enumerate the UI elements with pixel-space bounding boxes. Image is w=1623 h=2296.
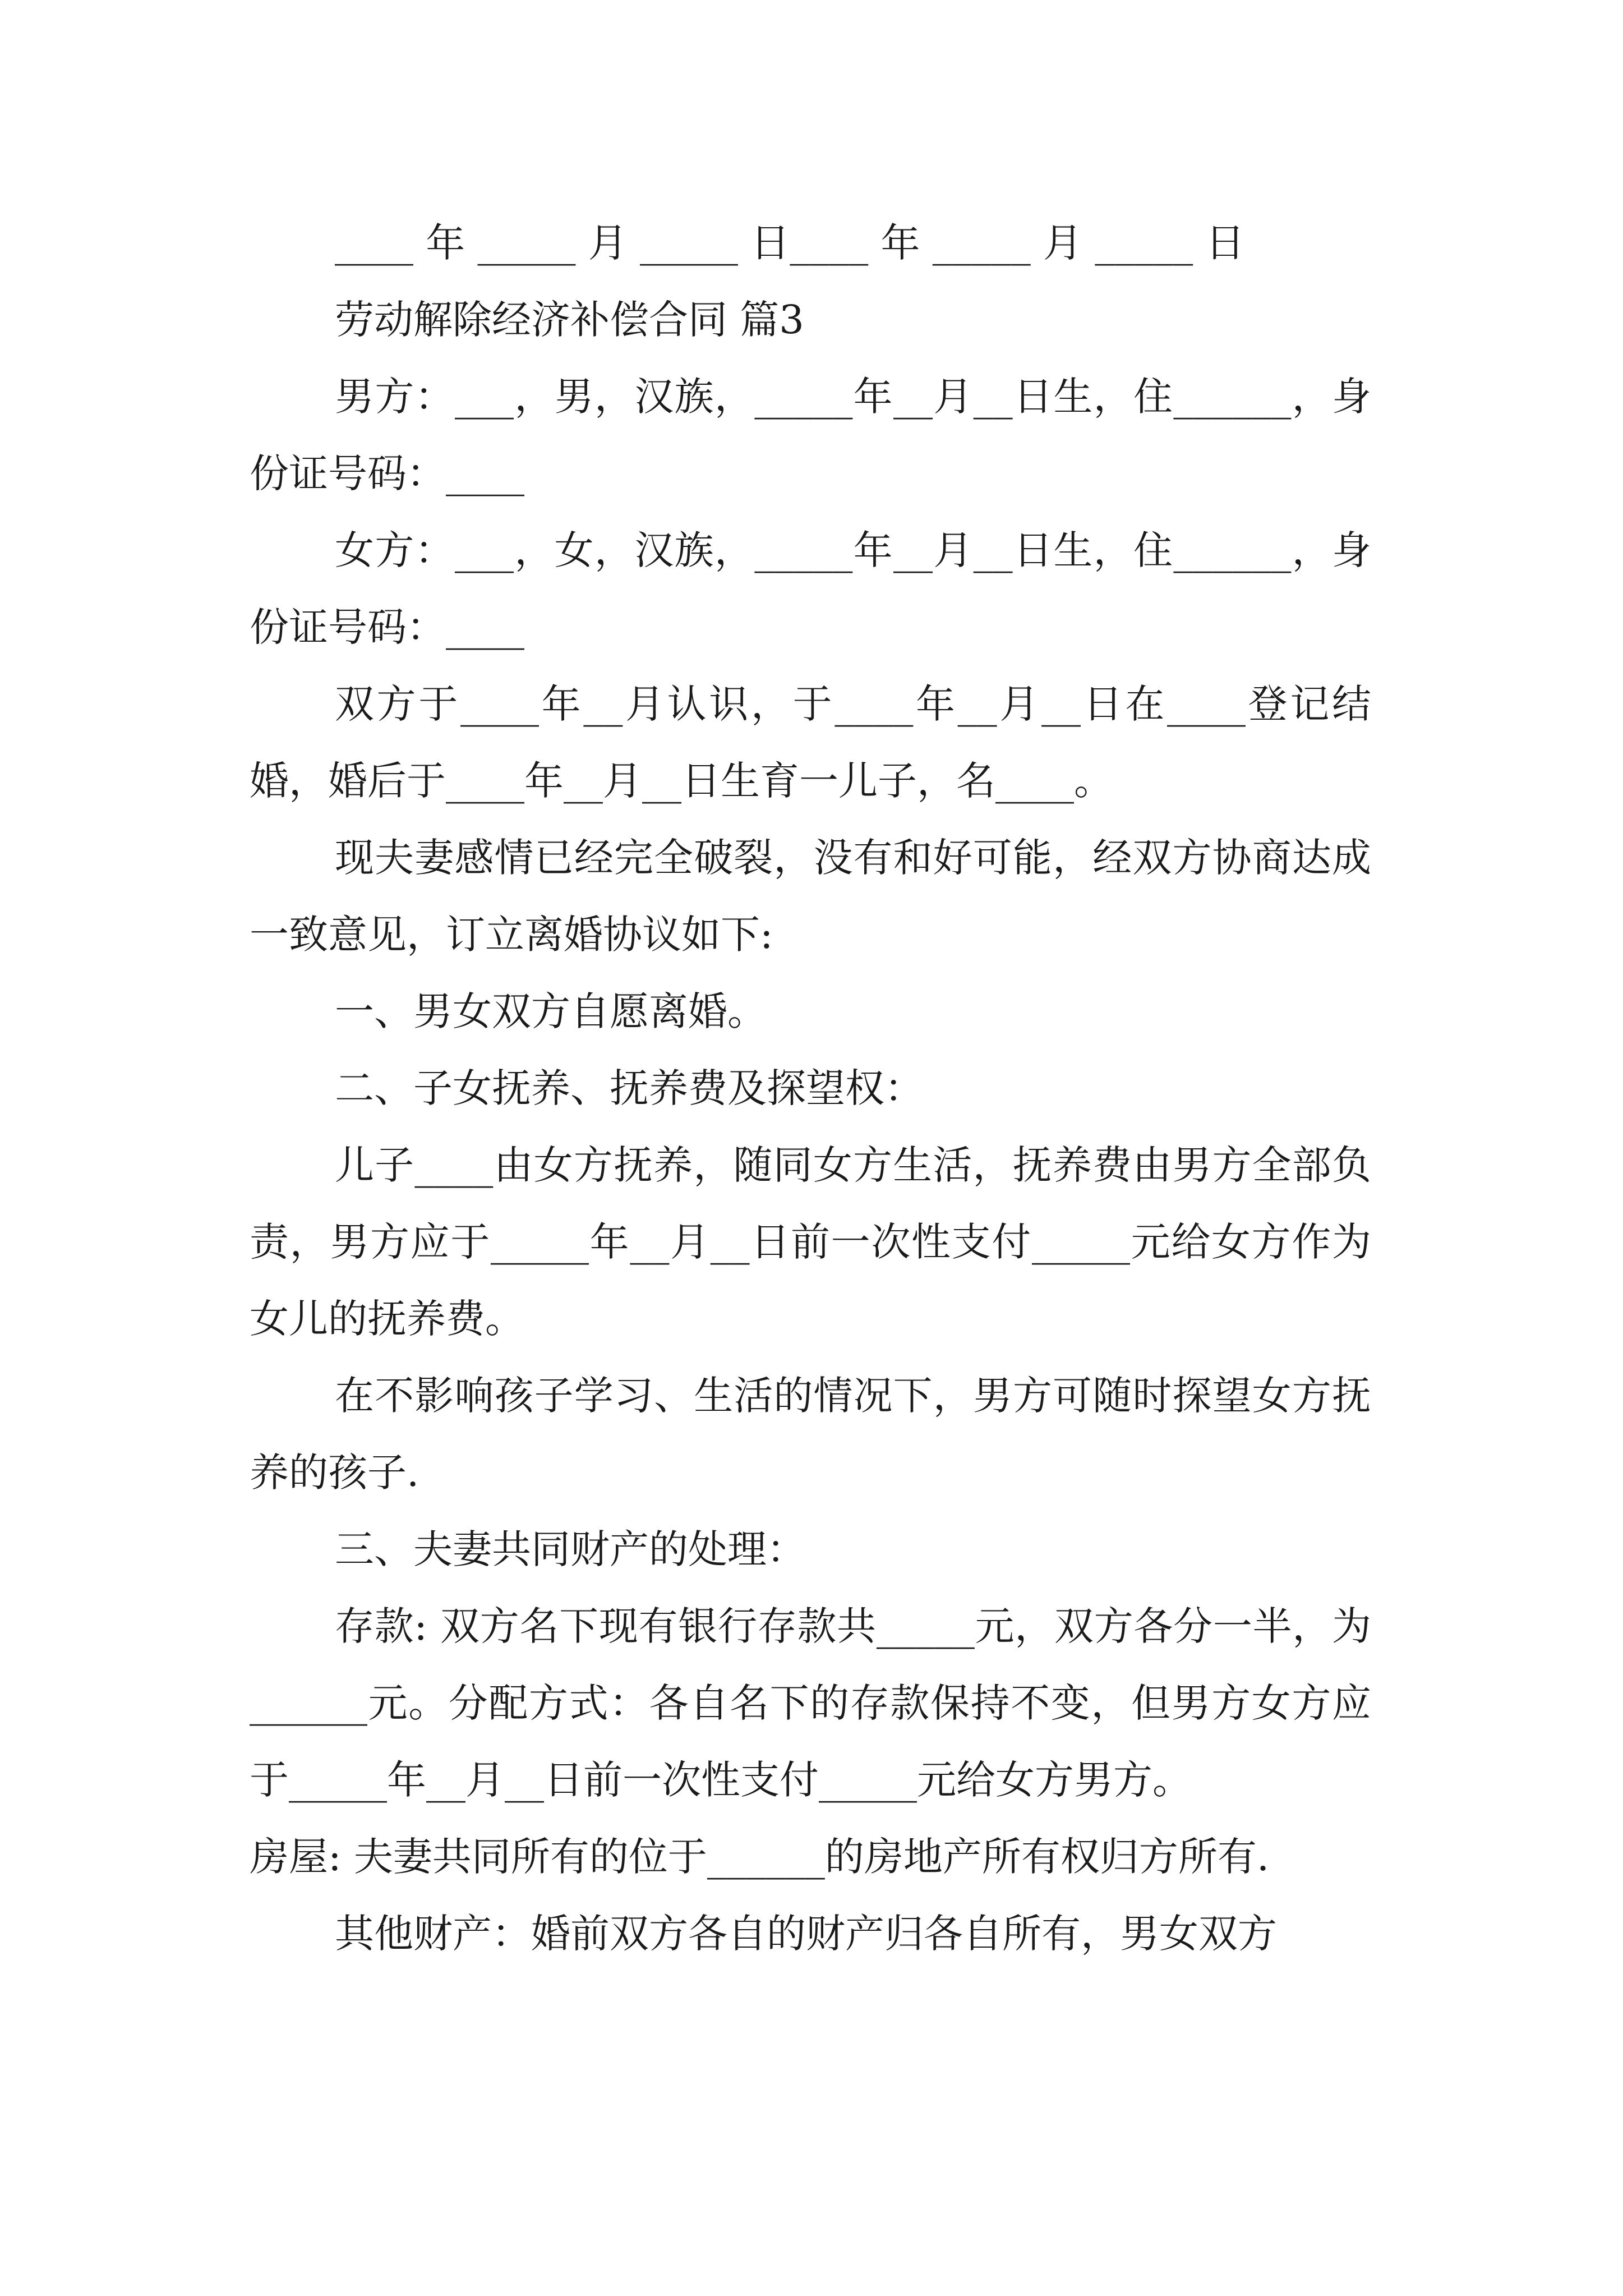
section-heading: 劳动解除经济补偿合同 篇3 (335, 297, 804, 343)
agreement-preamble: 现夫妻感情已经完全破裂，没有和好可能，经双方协商达成一致意见，订立离婚协议如下: (250, 835, 1371, 958)
visitation-text: 在不影响孩子学习、生活的情况下，男方可随时探望女方抚养的孩子. (250, 1373, 1371, 1496)
savings-text: 存款: 双方名下现有银行存款共_____元，双方各分一半，为______元。分配方式：各自名下的存款保持不变，但男方女方应于_____年__月__日前一次性支付_____元给女方男方。 (250, 1603, 1371, 1803)
document-body (250, 205, 1371, 1972)
clause-1: 一、男女双方自愿离婚。 (335, 988, 767, 1034)
marriage-background: 双方于____年__月认识，于____年__月__日在____登记结婚，婚后于____年__月__日生育一儿子，名____。 (250, 681, 1371, 804)
party-male-info: 男方：___，男，汉族，_____年__月__日生，住______，身份证号码：____ (250, 374, 1371, 496)
clause-2-heading: 二、子女抚养、抚养费及探望权： (335, 1065, 924, 1111)
party-female-info: 女方：___，女，汉族，_____年__月__日生，住______，身份证号码：____ (250, 527, 1371, 650)
house-text: 房屋: 夫妻共同所有的位于______的房地产所有权归方所有. (250, 1834, 1270, 1880)
child-custody-text: 儿子____由女方抚养，随同女方生活，抚养费由男方全部负责，男方应于_____年__月__日前一次性支付_____元给女方作为女儿的抚养费。 (250, 1142, 1371, 1342)
other-property-text: 其他财产：婚前双方各自的财产归各自所有，男女双方 (335, 1911, 1277, 1957)
clause-3-heading: 三、夫妻共同财产的处理： (335, 1526, 806, 1572)
date-blank-line: ____ 年 _____ 月 _____ 日____ 年 _____ 月 _____ 日 (335, 220, 1245, 266)
